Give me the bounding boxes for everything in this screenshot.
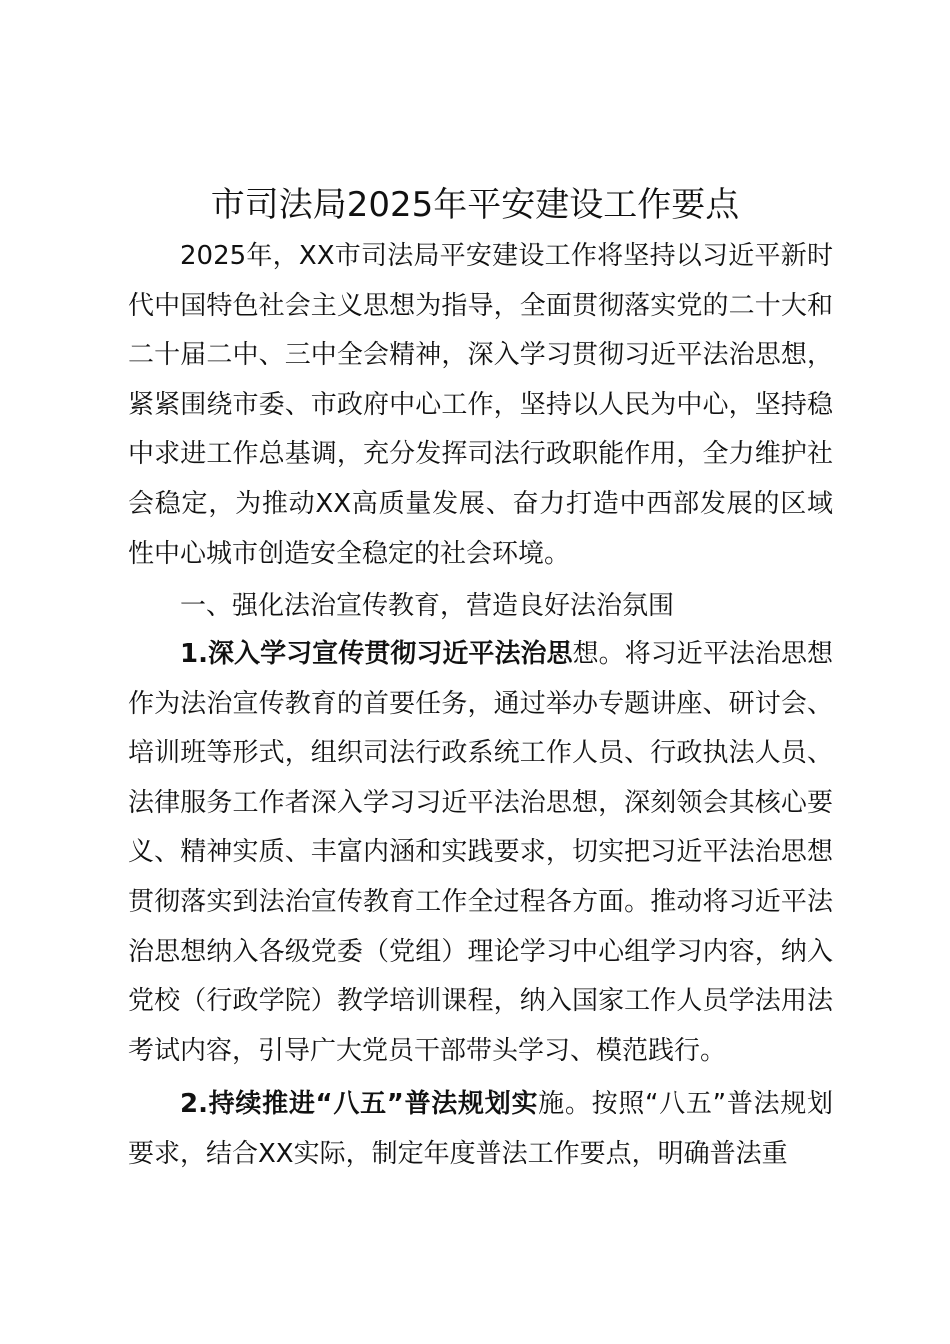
item-1-body: 想。将习近平法治思想作为法治宣传教育的首要任务，通过举办专题讲座、研讨会、培训班等形式，组织司法行政系统工作人员、行政执法人员、法律服务工作者深入学习习近平法治思想，深刻领会其核心要义、精神实质、丰富内涵和实践要求，切实把习近平法治思想贯彻落实到法治宣传教育工作全过程各方面。推动将习近平法治思想纳入各级党委（党组）理论学习中心组学习内容，纳入党校（行政学院）教学培训课程，纳入国家工作人员学法用法考试内容，引导广大党员干部带头学习、模范践行。 [128, 639, 833, 1066]
item-2-body: 施。按照“八五”普法规划要求，结合XX实际，制定年度普法工作要点，明确普法重 [128, 1089, 833, 1169]
intro-paragraph: 2025年，XX市司法局平安建设工作将坚持以习近平新时代中国特色社会主义思想为指导，全面贯彻落实党的二十大和二十届二中、三中全会精神，深入学习贯彻习近平法治思想，紧紧围绕市委、市政府中心工作，坚持以人民为中心，坚持稳中求进工作总基调，充分发挥司法行政职能作用，全力维护社会稳定，为推动XX高质量发展、奋力打造中西部发展的区域性中心城市创造安全稳定的社会环境。 [128, 241, 833, 569]
item-1-paragraph [128, 630, 833, 1076]
section-1-heading: 一、强化法治宣传教育，营造良好法治氛围 [180, 591, 675, 621]
item-2-heading: 2.持续推进“八五”普法规划实 [180, 1089, 539, 1119]
document-title: 市司法局2025年平安建设工作要点 [210, 185, 740, 225]
item-1-heading: 1.深入学习宣传贯彻习近平法治思 [180, 639, 573, 669]
item-2-paragraph [128, 1080, 833, 1179]
